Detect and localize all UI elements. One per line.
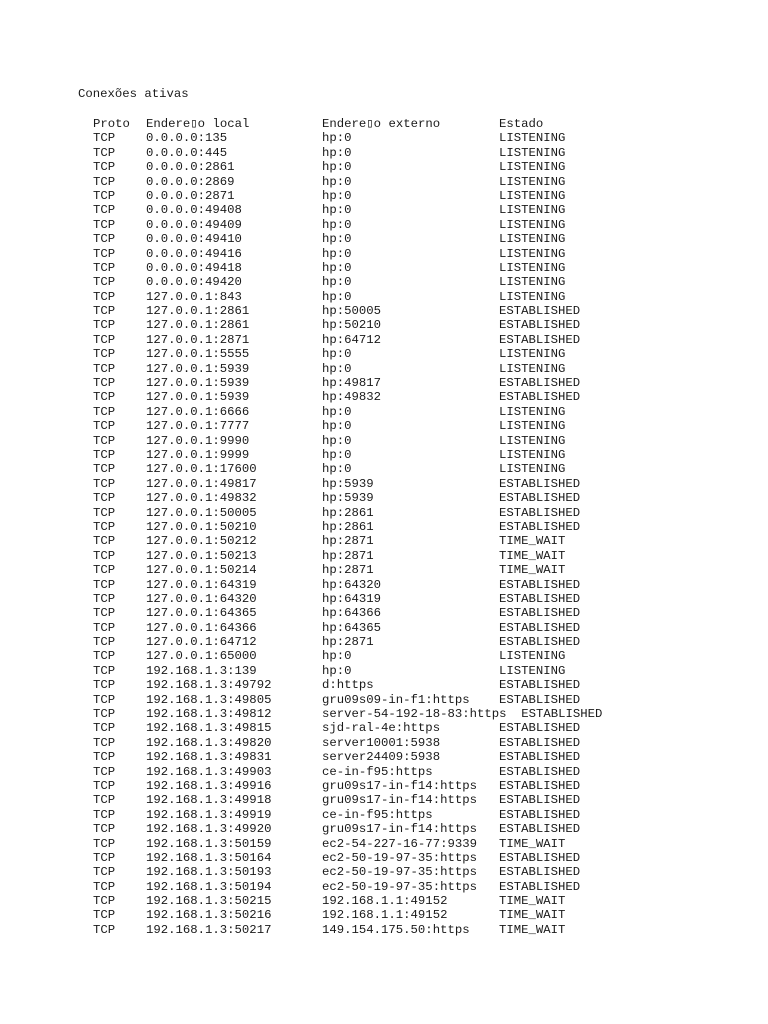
cell-remote-address: hp:0 — [322, 347, 352, 362]
cell-proto: TCP — [93, 721, 116, 736]
cell-state: ESTABLISHED — [499, 519, 581, 534]
cell-proto: TCP — [93, 174, 116, 189]
cell-local-address: 127.0.0.1:843 — [146, 289, 242, 304]
cell-local-address: 127.0.0.1:49817 — [146, 476, 257, 491]
cell-state: LISTENING — [499, 246, 566, 261]
cell-remote-address: ce-in-f95:https — [322, 807, 433, 822]
cell-local-address: 192.168.1.3:50217 — [146, 922, 272, 937]
cell-remote-address: server-54-192-18-83:https ESTABLISHED — [322, 707, 603, 722]
cell-state: ESTABLISHED — [499, 764, 581, 779]
cell-state: ESTABLISHED — [499, 750, 581, 765]
cell-remote-address: hp:0 — [322, 361, 352, 376]
cell-local-address: 0.0.0.0:49410 — [146, 232, 242, 247]
cell-state: LISTENING — [499, 289, 566, 304]
cell-local-address: 127.0.0.1:5939 — [146, 390, 250, 405]
cell-local-address: 0.0.0.0:49408 — [146, 203, 242, 218]
cell-state: ESTABLISHED — [499, 879, 581, 894]
table-row — [93, 304, 581, 319]
table-row — [93, 275, 566, 290]
cell-remote-address: hp:5939 — [322, 491, 374, 506]
table-row — [93, 289, 566, 304]
cell-state: LISTENING — [499, 419, 566, 434]
cell-state: ESTABLISHED — [499, 376, 581, 391]
cell-remote-address: 149.154.175.50:https — [322, 922, 470, 937]
table-row — [93, 174, 566, 189]
cell-local-address: 127.0.0.1:49832 — [146, 491, 257, 506]
cell-proto: TCP — [93, 419, 116, 434]
table-row — [93, 793, 581, 808]
cell-proto: TCP — [93, 217, 116, 232]
cell-proto: TCP — [93, 332, 116, 347]
cell-remote-address: gru09s09-in-f1:https — [322, 692, 470, 707]
cell-proto: TCP — [93, 145, 116, 160]
cell-remote-address: ec2-54-227-16-77:9339 — [322, 836, 477, 851]
table-row — [93, 246, 566, 261]
cell-local-address: 192.168.1.3:50159 — [146, 836, 272, 851]
cell-proto: TCP — [93, 692, 116, 707]
cell-state: ESTABLISHED — [499, 591, 581, 606]
cell-remote-address: hp:0 — [322, 447, 352, 462]
cell-local-address: 0.0.0.0:2861 — [146, 160, 235, 175]
cell-remote-address: hp:64320 — [322, 577, 382, 592]
cell-local-address: 127.0.0.1:2861 — [146, 304, 250, 319]
cell-local-address: 127.0.0.1:7777 — [146, 419, 250, 434]
cell-remote-address: server10001:5938 — [322, 735, 441, 750]
table-row — [93, 591, 581, 606]
cell-proto: TCP — [93, 203, 116, 218]
cell-state: TIME_WAIT — [499, 563, 566, 578]
cell-remote-address: hp:0 — [322, 174, 352, 189]
section-title: Conexões ativas — [78, 87, 189, 101]
table-row — [93, 620, 581, 635]
cell-remote-address: hp:0 — [322, 203, 352, 218]
cell-proto: TCP — [93, 347, 116, 362]
table-row — [93, 131, 566, 146]
table-row — [93, 663, 566, 678]
table-row — [93, 822, 581, 837]
cell-state: LISTENING — [499, 131, 566, 146]
cell-remote-address: hp:0 — [322, 275, 352, 290]
cell-state: LISTENING — [499, 447, 566, 462]
cell-remote-address: ce-in-f95:https — [322, 764, 433, 779]
cell-proto: TCP — [93, 376, 116, 391]
table-row — [93, 332, 581, 347]
cell-state: ESTABLISHED — [499, 735, 581, 750]
cell-local-address: 127.0.0.1:50212 — [146, 534, 257, 549]
cell-local-address: 127.0.0.1:64365 — [146, 606, 257, 621]
table-row — [93, 491, 581, 506]
cell-state: LISTENING — [499, 361, 566, 376]
table-row — [93, 865, 581, 880]
table-row — [93, 548, 566, 563]
table-row — [93, 678, 581, 693]
table-row — [93, 635, 581, 650]
cell-proto: TCP — [93, 390, 116, 405]
table-row — [93, 563, 566, 578]
connections-table — [93, 117, 603, 937]
cell-remote-address: gru09s17-in-f14:https — [322, 822, 477, 837]
cell-state: ESTABLISHED — [499, 678, 581, 693]
cell-local-address: 192.168.1.3:49916 — [146, 778, 272, 793]
cell-proto: TCP — [93, 188, 116, 203]
cell-remote-address: hp:0 — [322, 160, 352, 175]
table-row — [93, 577, 581, 592]
table-body — [93, 131, 603, 937]
cell-proto: TCP — [93, 778, 116, 793]
cell-local-address: 192.168.1.3:49920 — [146, 822, 272, 837]
cell-remote-address: hp:2861 — [322, 505, 374, 520]
cell-remote-address: hp:0 — [322, 419, 352, 434]
cell-proto: TCP — [93, 519, 116, 534]
cell-proto: TCP — [93, 822, 116, 837]
cell-state: ESTABLISHED — [499, 304, 581, 319]
table-row — [93, 764, 581, 779]
table-row — [93, 462, 566, 477]
cell-remote-address: hp:2861 — [322, 519, 374, 534]
cell-local-address: 192.168.1.3:50216 — [146, 908, 272, 923]
cell-proto: TCP — [93, 131, 116, 146]
cell-state: ESTABLISHED — [499, 778, 581, 793]
cell-proto: TCP — [93, 433, 116, 448]
cell-local-address: 127.0.0.1:9999 — [146, 447, 250, 462]
header-state: Estado — [499, 117, 544, 131]
cell-remote-address: hp:2871 — [322, 548, 374, 563]
cell-proto: TCP — [93, 505, 116, 520]
cell-state: LISTENING — [499, 649, 566, 664]
cell-local-address: 192.168.1.3:49792 — [146, 678, 272, 693]
cell-state: ESTABLISHED — [499, 476, 581, 491]
table-row — [93, 419, 566, 434]
cell-local-address: 0.0.0.0:49420 — [146, 275, 242, 290]
table-row — [93, 390, 581, 405]
cell-state: ESTABLISHED — [499, 635, 581, 650]
cell-proto: TCP — [93, 563, 116, 578]
cell-local-address: 0.0.0.0:49418 — [146, 260, 242, 275]
cell-remote-address: hp:2871 — [322, 635, 374, 650]
cell-remote-address: hp:2871 — [322, 534, 374, 549]
table-row — [93, 217, 566, 232]
cell-state: ESTABLISHED — [499, 318, 581, 333]
cell-state: LISTENING — [499, 404, 566, 419]
table-row — [93, 505, 581, 520]
table-row — [93, 836, 566, 851]
cell-remote-address: 192.168.1.1:49152 — [322, 894, 448, 909]
cell-proto: TCP — [93, 649, 116, 664]
table-row — [93, 922, 566, 937]
cell-state: TIME_WAIT — [499, 922, 566, 937]
cell-state: ESTABLISHED — [499, 850, 581, 865]
table-row — [93, 260, 566, 275]
cell-remote-address: hp:49817 — [322, 376, 382, 391]
cell-local-address: 192.168.1.3:50193 — [146, 865, 272, 880]
cell-proto: TCP — [93, 879, 116, 894]
cell-remote-address: hp:49832 — [322, 390, 382, 405]
cell-remote-address: hp:64712 — [322, 332, 382, 347]
cell-proto: TCP — [93, 534, 116, 549]
cell-remote-address: hp:64366 — [322, 606, 382, 621]
cell-local-address: 127.0.0.1:64320 — [146, 591, 257, 606]
table-row — [93, 649, 566, 664]
cell-local-address: 0.0.0.0:135 — [146, 131, 228, 146]
table-row — [93, 447, 566, 462]
cell-local-address: 192.168.1.3:49815 — [146, 721, 272, 736]
cell-state: ESTABLISHED — [499, 620, 581, 635]
cell-local-address: 127.0.0.1:50210 — [146, 519, 257, 534]
table-row — [93, 721, 581, 736]
table-row — [93, 606, 581, 621]
cell-local-address: 192.168.1.3:50215 — [146, 894, 272, 909]
cell-state: ESTABLISHED — [499, 577, 581, 592]
table-row — [93, 908, 566, 923]
cell-proto: TCP — [93, 160, 116, 175]
cell-remote-address: hp:0 — [322, 246, 352, 261]
cell-remote-address: hp:50210 — [322, 318, 382, 333]
cell-state: LISTENING — [499, 663, 566, 678]
cell-local-address: 192.168.1.3:49805 — [146, 692, 272, 707]
cell-remote-address: hp:0 — [322, 232, 352, 247]
cell-local-address: 127.0.0.1:5939 — [146, 361, 250, 376]
cell-remote-address: hp:5939 — [322, 476, 374, 491]
cell-proto: TCP — [93, 246, 116, 261]
cell-proto: TCP — [93, 707, 116, 722]
cell-local-address: 127.0.0.1:50005 — [146, 505, 257, 520]
cell-state: TIME_WAIT — [499, 894, 566, 909]
cell-local-address: 0.0.0.0:49416 — [146, 246, 242, 261]
table-row — [93, 707, 603, 722]
cell-state: LISTENING — [499, 188, 566, 203]
cell-local-address: 192.168.1.3:49831 — [146, 750, 272, 765]
cell-local-address: 192.168.1.3:139 — [146, 663, 257, 678]
cell-local-address: 192.168.1.3:49919 — [146, 807, 272, 822]
cell-proto: TCP — [93, 476, 116, 491]
cell-local-address: 192.168.1.3:49903 — [146, 764, 272, 779]
table-row — [93, 534, 566, 549]
cell-remote-address: hp:0 — [322, 289, 352, 304]
cell-remote-address: hp:64319 — [322, 591, 382, 606]
cell-remote-address: 192.168.1.1:49152 — [322, 908, 448, 923]
cell-remote-address: gru09s17-in-f14:https — [322, 793, 477, 808]
cell-proto: TCP — [93, 591, 116, 606]
cell-state: ESTABLISHED — [499, 505, 581, 520]
table-row — [93, 404, 566, 419]
cell-state: ESTABLISHED — [499, 807, 581, 822]
cell-state: TIME_WAIT — [499, 836, 566, 851]
cell-proto: TCP — [93, 663, 116, 678]
cell-proto: TCP — [93, 922, 116, 937]
cell-remote-address: ec2-50-19-97-35:https — [322, 850, 477, 865]
cell-state: ESTABLISHED — [499, 865, 581, 880]
cell-remote-address: d:https — [322, 678, 374, 693]
cell-local-address: 127.0.0.1:50214 — [146, 563, 257, 578]
cell-remote-address: hp:0 — [322, 404, 352, 419]
cell-state: LISTENING — [499, 160, 566, 175]
cell-proto: TCP — [93, 807, 116, 822]
cell-proto: TCP — [93, 318, 116, 333]
cell-proto: TCP — [93, 836, 116, 851]
cell-proto: TCP — [93, 447, 116, 462]
cell-proto: TCP — [93, 304, 116, 319]
cell-proto: TCP — [93, 620, 116, 635]
cell-proto: TCP — [93, 404, 116, 419]
cell-state: LISTENING — [499, 232, 566, 247]
cell-proto: TCP — [93, 260, 116, 275]
cell-remote-address: hp:0 — [322, 145, 352, 160]
cell-local-address: 192.168.1.3:50164 — [146, 850, 272, 865]
cell-proto: TCP — [93, 606, 116, 621]
cell-remote-address: hp:0 — [322, 260, 352, 275]
table-row — [93, 203, 566, 218]
table-row — [93, 376, 581, 391]
cell-state: ESTABLISHED — [499, 822, 581, 837]
cell-proto: TCP — [93, 635, 116, 650]
table-row — [93, 750, 581, 765]
cell-proto: TCP — [93, 894, 116, 909]
cell-local-address: 127.0.0.1:64366 — [146, 620, 257, 635]
cell-proto: TCP — [93, 865, 116, 880]
cell-state: ESTABLISHED — [499, 390, 581, 405]
cell-state: ESTABLISHED — [499, 332, 581, 347]
cell-remote-address: hp:0 — [322, 462, 352, 477]
cell-remote-address: hp:0 — [322, 131, 352, 146]
cell-local-address: 192.168.1.3:50194 — [146, 879, 272, 894]
table-row — [93, 850, 581, 865]
cell-local-address: 127.0.0.1:64319 — [146, 577, 257, 592]
cell-state: ESTABLISHED — [499, 692, 581, 707]
cell-local-address: 127.0.0.1:5939 — [146, 376, 250, 391]
cell-proto: TCP — [93, 735, 116, 750]
table-row — [93, 145, 566, 160]
cell-local-address: 127.0.0.1:2861 — [146, 318, 250, 333]
table-row — [93, 879, 581, 894]
cell-remote-address: ec2-50-19-97-35:https — [322, 865, 477, 880]
cell-state: LISTENING — [499, 203, 566, 218]
cell-remote-address: hp:0 — [322, 663, 352, 678]
cell-state: TIME_WAIT — [499, 534, 566, 549]
cell-proto: TCP — [93, 908, 116, 923]
table-row — [93, 778, 581, 793]
cell-state: LISTENING — [499, 260, 566, 275]
table-row — [93, 519, 581, 534]
cell-state: LISTENING — [499, 275, 566, 290]
cell-remote-address: hp:0 — [322, 217, 352, 232]
cell-proto: TCP — [93, 577, 116, 592]
cell-state: ESTABLISHED — [499, 721, 581, 736]
cell-proto: TCP — [93, 232, 116, 247]
cell-remote-address: hp:0 — [322, 188, 352, 203]
cell-local-address: 127.0.0.1:5555 — [146, 347, 250, 362]
cell-state: LISTENING — [499, 462, 566, 477]
table-row — [93, 188, 566, 203]
header-local-address: Endere▯​o local — [146, 117, 250, 131]
cell-local-address: 127.0.0.1:2871 — [146, 332, 250, 347]
cell-proto: TCP — [93, 850, 116, 865]
cell-remote-address: hp:64365 — [322, 620, 382, 635]
cell-remote-address: hp:2871 — [322, 563, 374, 578]
cell-local-address: 127.0.0.1:9990 — [146, 433, 250, 448]
cell-proto: TCP — [93, 361, 116, 376]
cell-remote-address: hp:0 — [322, 649, 352, 664]
table-row — [93, 807, 581, 822]
cell-state: LISTENING — [499, 217, 566, 232]
cell-local-address: 0.0.0.0:49409 — [146, 217, 242, 232]
cell-state: LISTENING — [499, 433, 566, 448]
cell-state: LISTENING — [499, 145, 566, 160]
table-row — [93, 232, 566, 247]
cell-proto: TCP — [93, 678, 116, 693]
cell-local-address: 127.0.0.1:65000 — [146, 649, 257, 664]
cell-remote-address: gru09s17-in-f14:https — [322, 778, 477, 793]
table-row — [93, 476, 581, 491]
cell-proto: TCP — [93, 793, 116, 808]
cell-state: TIME_WAIT — [499, 908, 566, 923]
cell-proto: TCP — [93, 750, 116, 765]
cell-local-address: 192.168.1.3:49812 — [146, 707, 272, 722]
table-row — [93, 692, 581, 707]
cell-state: LISTENING — [499, 174, 566, 189]
cell-local-address: 127.0.0.1:50213 — [146, 548, 257, 563]
cell-state: ESTABLISHED — [499, 606, 581, 621]
cell-proto: TCP — [93, 764, 116, 779]
cell-local-address: 127.0.0.1:17600 — [146, 462, 257, 477]
table-row — [93, 318, 581, 333]
cell-local-address: 127.0.0.1:6666 — [146, 404, 250, 419]
header-proto: Proto — [93, 117, 130, 131]
cell-local-address: 0.0.0.0:2869 — [146, 174, 235, 189]
cell-proto: TCP — [93, 462, 116, 477]
cell-state: LISTENING — [499, 347, 566, 362]
cell-proto: TCP — [93, 548, 116, 563]
table-row — [93, 347, 566, 362]
cell-local-address: 0.0.0.0:445 — [146, 145, 228, 160]
cell-remote-address: hp:50005 — [322, 304, 382, 319]
cell-state: TIME_WAIT — [499, 548, 566, 563]
cell-state: ESTABLISHED — [499, 491, 581, 506]
cell-local-address: 127.0.0.1:64712 — [146, 635, 257, 650]
cell-local-address: 192.168.1.3:49820 — [146, 735, 272, 750]
cell-proto: TCP — [93, 275, 116, 290]
cell-proto: TCP — [93, 491, 116, 506]
cell-proto: TCP — [93, 289, 116, 304]
cell-remote-address: sjd-ral-4e:https — [322, 721, 441, 736]
table-row — [93, 361, 566, 376]
cell-local-address: 192.168.1.3:49918 — [146, 793, 272, 808]
table-header-row — [93, 117, 544, 131]
cell-state: ESTABLISHED — [499, 793, 581, 808]
header-remote-address: Endere▯​o externo — [322, 117, 441, 131]
cell-remote-address: hp:0 — [322, 433, 352, 448]
cell-local-address: 0.0.0.0:2871 — [146, 188, 235, 203]
cell-remote-address: ec2-50-19-97-35:https — [322, 879, 477, 894]
table-row — [93, 160, 566, 175]
table-row — [93, 894, 566, 909]
cell-remote-address: server24409:5938 — [322, 750, 441, 765]
table-row — [93, 433, 566, 448]
table-row — [93, 735, 581, 750]
